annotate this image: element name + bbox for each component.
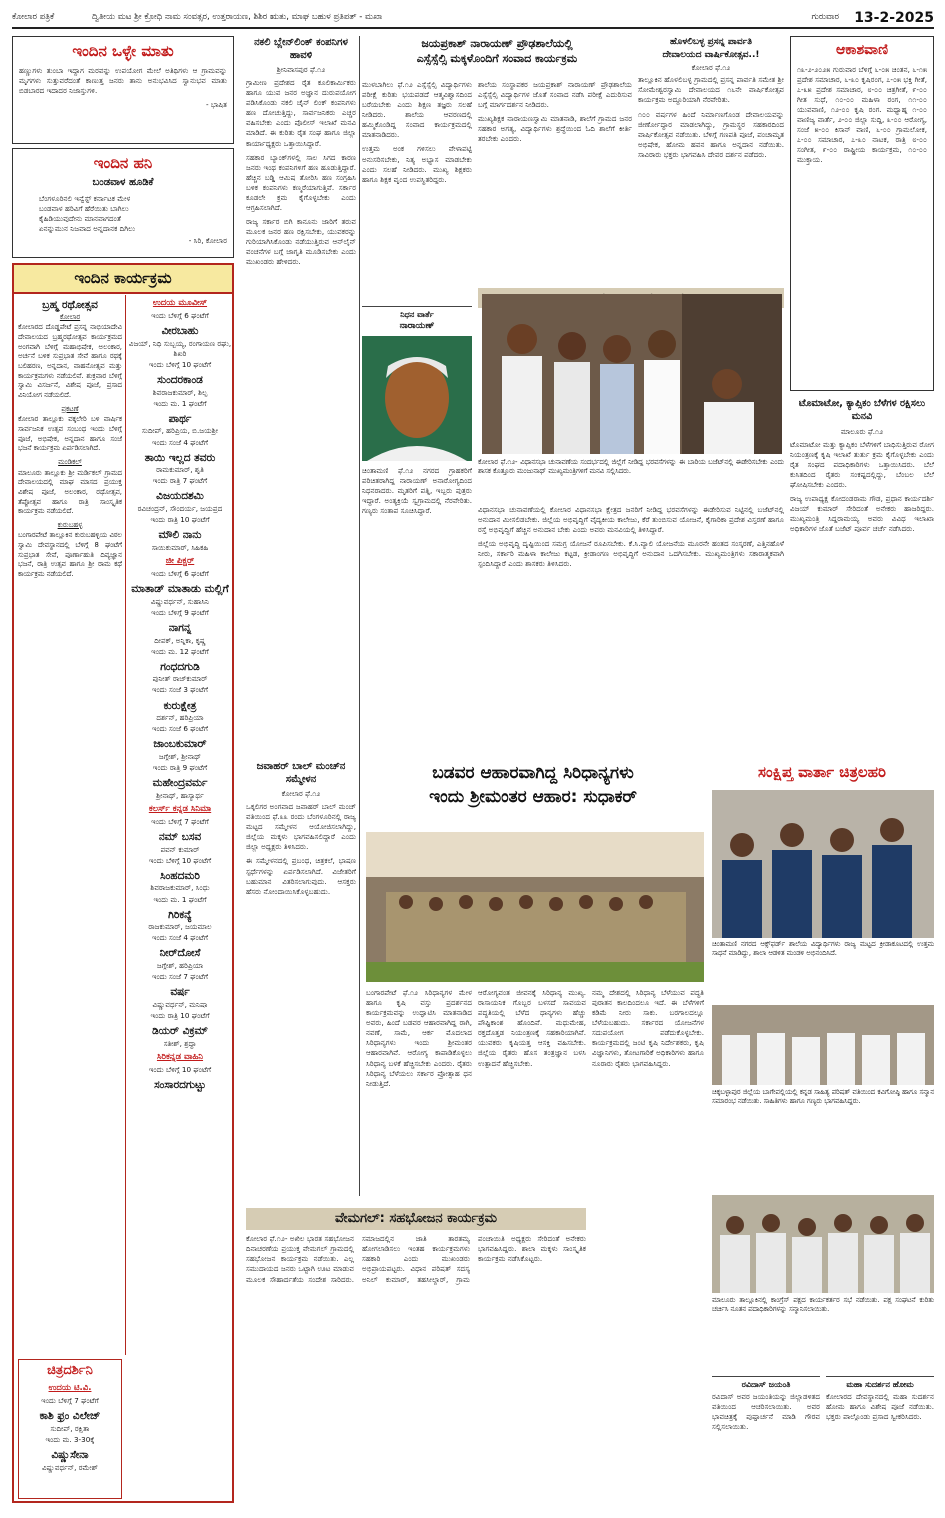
article-jp-school-col1 [362, 80, 472, 305]
poem-title: ಇಂದಿನ ಹನಿ [93, 154, 153, 172]
article-title: ಹೊಳಲಿಬಳ್ಳ ಪ್ರಸನ್ನ ಪಾರ್ವತಿ [669, 37, 753, 47]
event-body: ಕೋಲಾರದ ದೊಡ್ಡಪೇಟೆ ಪ್ರಸನ್ನ ನಾಭಿಯಾದೇವಿ ದೇವಾಲಯದ ಬ್ರಹ್ಮರಥೋತ್ಸವ ಕಾರ್ಯಕ್ರಮದ ಅಂಗವಾಗಿ ಬೆಳಿಗ್ಗೆ ಮಹಾಭಿಷೇಕ, ಅಲಂಕಾರ, ಅರ್ಚನೆ ಬಳಿಕ ಸುಪ್ರಭಾತ ಸೇವೆ ಹಾಗೂ ರಥಕ್ಕೆ ಬಲಿಹರಣ, ಅನ್ನದಾನ, ವಾಹನೋತ್ಸವ ಮತ್ತು ಕಾರ್ಯಕ್ರಮಗಳು ನಡೆಯಲಿವೆ. ಶುಕ್ರವಾರ ಬೆಳಿಗ್ಗೆ ಸ್ವಾಮಿ ವಿಸರ್ಜನೆ, ವಿಶೇಷ ಪೂಜೆ, ಪ್ರಸಾದ ವಿನಿಯೋಗ ನಡೆಯಲಿದೆ. [18, 323, 122, 399]
tv-film-cast: ರಾಜಕುಮಾರ್, ಜಯಮಾಲ [148, 922, 212, 932]
tv-film-name: ಗಂಧದಗುಡಿ [160, 660, 200, 673]
tv-film-cast: ಪವನ್ ಕುಮಾರ್ [160, 844, 200, 854]
tv-showtime: ಇಂದು ರಾತ್ರಿ 10 ಘಂಟೆಗೆ [150, 1011, 210, 1021]
tv-film-name: ವರ್ಷ [170, 986, 190, 999]
radio-schedule: ೧೩-೨-೨೦೨೫ ಗುರುವಾರ ಬೆಳಿಗ್ಗೆ ೬-೦೫ ಚಿಂತನ, ೬-೧೫ ಪ್ರದೇಶ ಸಮಾಚಾರ, ೬-೩೦ ಕೃಷಿರಂಗ, ೭-೦೫ ಭಕ್ತಿ ಗೀತೆ, ೭-೩೫ ಪ್ರದೇಶ ಸಮಾಚಾರ, ೮-೦೦ ಚಿತ್ರಗೀತೆ, ೯-೦೦ ಗೀತ ಸುಧೆ, ೧೦-೦೦ ಮಹಿಳಾ ರಂಗ, ೧೧-೦೦ ಯುವವಾಣಿ, ೧೨-೦೦ ಕೃಷಿ ರಂಗ. ಮಧ್ಯಾಹ್ನ ೧-೦೦ ವಾಣಿಜ್ಯ ವಾರ್ತೆ, ೨-೦೦ ಜಿಲ್ಲಾ ಸುದ್ದಿ, ೩-೦೦ ಆರೋಗ್ಯ, ಸಂಜೆ ೫-೦೦ ಕಿಸಾನ್ ವಾಣಿ, ೬-೦೦ ಗ್ರಾಮಲೋಕ, ೭-೦೦ ಸಮಾಚಾರ, ೭-೩೦ ನಾಟಕ, ರಾತ್ರಿ ೮-೦೦ ಸಂಗೀತ, ೯-೦೦ ರಾಷ್ಟ್ರೀಯ ಕಾರ್ಯಕ್ರಮ, ೧೦-೦೦ ಮುಕ್ತಾಯ. [797, 64, 927, 165]
article-millets-col3 [592, 988, 704, 1508]
article-vemagal [246, 1208, 586, 1504]
article-millets-col1 [366, 988, 472, 1196]
article-title: ನಕಲಿ ಬ್ಲೇನ್‌ಲಿಂಕ್ ಕಂಪನಿಗಳ ಹಾವಳಿ [254, 37, 348, 61]
tv-showtime: ಇಂದು ಬೆಳಿಗ್ಗೆ 10 ಘಂಟೆಗೆ [148, 359, 212, 369]
tv-film-name: ಸಿಂಹದಮರಿ [160, 869, 200, 882]
tv-film-cast: ವಿಷ್ಣುವರ್ಧನ್, ಸುಹಾಸಿನಿ [150, 596, 210, 606]
tv-film-cast: ಸತೀಶ್, ಶ್ರದ್ಧಾ [163, 1038, 197, 1048]
kothur-caption: ಕೋಲಾರ ಫೆ.೧೨- ವಿಧಾನಸಭಾ ಚುನಾವಣೆಯ ಸಂದರ್ಭದಲ್ಲಿ ಜಿಲ್ಲೆಗೆ ನೀಡಿದ್ದ ಭರವಸೆಗಳನ್ನು ಈ ಬಾರಿಯ ಬಜೆಟ್‌ನಲ್ಲಿ ಈಡೇರಿಸಬೇಕು ಎಂದು ಶಾಸಕ ಕೊತ್ತೂರು ಮಂಜುನಾಥ್ ಮುಖ್ಯಮಂತ್ರಿಗಳಿಗೆ ಮನವಿ ಸಲ್ಲಿಸಿದರು. [478, 458, 784, 476]
article-paragraph: ಟೊಮಾಟೋ ಮತ್ತು ಕ್ಯಾಪ್ಸಿಕಂ ಬೆಳೆಗಳಿಗೆ ಬಾಧಿಸುತ್ತಿರುವ ರೋಗ ನಿಯಂತ್ರಣಕ್ಕೆ ಕೃಷಿ ಇಲಾಖೆ ತುರ್ತು ಕ್ರಮ ಕೈಗೊಳ್ಳಬೇಕು ಎಂದು ರೈತ ಸಂಘದ ಪದಾಧಿಕಾರಿಗಳು ಒತ್ತಾಯಿಸಿದರು. ಬೆಲೆ ಕುಸಿತದಿಂದ ರೈತರು ಸಂಕಷ್ಟದಲ್ಲಿದ್ದು, ಬೆಂಬಲ ಬೆಲೆ ಘೋಷಿಸಬೇಕು ಎಂದರು. [790, 439, 934, 490]
brief-title: ಸಂಕ್ಷಿಪ್ತ ವಾರ್ತಾ ಚಿತ್ರಲಹರಿ [758, 763, 886, 781]
obituary-photo [362, 336, 472, 461]
article-paragraph: ರಾಜ್ಯ ಉಪಾಧ್ಯಕ್ಷ ಕೋದಂಡರಾಮ ಗೌಡ, ಪ್ರಧಾನ ಕಾರ್ಯದರ್ಶಿ ವಿಜಯ್ ಕುಮಾರ್ ಸೇರಿದಂತೆ ಅನೇಕರು ಹಾಜರಿದ್ದರು. ಮುಖ್ಯಮಂತ್ರಿ ಸಿದ್ದರಾಮಯ್ಯ ಅವರು ವಿವಿಧ ಇಲಾಖಾ ಅಧಿಕಾರಿಗಳ ಜೊತೆ ಬಜೆಟ್ ಪೂರ್ವ ಚರ್ಚೆ ನಡೆಸಿದರು. [790, 494, 934, 534]
cinema-time: ಇಂದು ಬೆಳಿಗ್ಗೆ 7 ಘಂಟೆಗೆ [41, 1396, 99, 1406]
article-jp-school-header [362, 36, 632, 76]
thought-body: ಹಣ್ಣುಗಳು ತುಂಬಾ ಇದ್ದಾಗ ಮರವನ್ನು ಉಪಯೋಗ ಮೇಲೆ ಅತಿಥಿಗಳು ಆ ಗ್ರಾಮವನ್ನು ಮೃಗಗಳು ಸುತ್ತುವರೆದಂತೆ ಕಾಣುತ್ತ ಜನರು ತಾನು ಅನುಭವಿಸಿದ ಸ್ವಾನುಭವ ಮಾತು ಬಿಡಬಾರದ ಇದಾದರ ನಿಜಾಸ್ತುಗಳಿ. [19, 66, 227, 96]
tv-showtime: ಇಂದು ಸಂಜೆ 3 ಘಂಟೆಗೆ [151, 685, 209, 695]
students-photo-icon [712, 790, 934, 938]
brief-photo-2 [712, 1005, 934, 1085]
article-dateline: ಮಾಲೂರು ಫೆ.೧೨ [840, 426, 884, 436]
tv-film-name: ಪಾರ್ಥ [168, 412, 192, 425]
tv-showtime: ಇಂದು ರಾತ್ರಿ 7 ಘಂಟೆಗೆ [152, 476, 208, 486]
tv-film-cast: ರವಿಚಂದ್ರನ್, ಸೌಂದರ್ಯ, ಜಯಪ್ರದ [137, 504, 223, 514]
masthead [12, 9, 934, 29]
events-box [12, 263, 234, 1503]
article-dateline: ಶ್ರೀನಿವಾಸಪುರ ಫೆ.೧೨ [276, 65, 326, 74]
tv-showtime: ಇಂದು ರಾತ್ರಿ 9 ಘಂಟೆಗೆ [152, 763, 208, 773]
people-photo-icon [482, 294, 782, 454]
event-place: ಪ್ರಕಟಣೆ [61, 404, 79, 413]
article-millets-col2 [478, 988, 586, 1196]
article-title: ವೇಮಗಲ್: ಸಹಭೋಜನ ಕಾರ್ಯಕ್ರಮ [246, 1208, 586, 1230]
tv-film-name: ಡಿಯರ್ ವಿಕ್ರಮ್ [152, 1025, 208, 1038]
tv-channel-label: ಕಲರ್ಸ್ ಕನ್ನಡ ಸಿನಿಮಾ [148, 803, 212, 814]
tv-film-cast: ಸುದೀಪ್, ಹರಿಪ್ರಿಯ, ಬಿ.ಜಯಶ್ರೀ [141, 426, 219, 436]
cinema-channel: ಉದಯ ಟಿ.ವಿ. [48, 1383, 92, 1394]
brief-item-body: ಕೋಲಾರದ ದೇವಸ್ಥಾನದಲ್ಲಿ ಮಹಾ ಸುದರ್ಶನ ಹೋಮ ಹಾಗೂ ವಿಶೇಷ ಪೂಜೆ ನಡೆಯಿತು. ಭಕ್ತರು ಪಾಲ್ಗೊಂಡು ಪ್ರಸಾದ ಸ್ವೀಕರಿಸಿದರು. [826, 1392, 934, 1422]
obituary [362, 306, 472, 756]
events-tv-column [128, 295, 232, 1500]
events-title: ಇಂದಿನ ಕಾರ್ಯಕ್ರಮ [14, 265, 232, 294]
tv-channel-label: ಜೀ ಪಿಕ್ಚರ್ [165, 556, 195, 567]
event-photo-icon [366, 832, 704, 982]
article-millets-header [362, 762, 704, 830]
paper-name: ಕೋಲಾರ ಪತ್ರಿಕೆ [12, 12, 55, 22]
tv-film-cast: ವಿಷ್ಣುವರ್ಧನ್, ಮನಿಷಾ [152, 1000, 208, 1010]
tv-film-name: ಸಂಸಾರದಗುಟ್ಟು [154, 1078, 206, 1091]
cinema-time: ಇಂದು ಮ. 3-30ಕ್ಕೆ [45, 1434, 95, 1444]
tv-film-cast: ದರ್ಶನ್, ಹರಿಪ್ರಿಯಾ [156, 713, 204, 723]
millets-photo [366, 832, 704, 982]
article-paragraph: ಜಿಲ್ಲೆಯ ಅಭಿವೃದ್ಧಿ ದೃಷ್ಟಿಯಿಂದ ಸಮಗ್ರ ಯೋಜನೆ ರೂಪಿಸಬೇಕು. ಕೆ.ಸಿ.ವ್ಯಾಲಿ ಯೋಜನೆಯ ಮೂರನೇ ಹಂತದ ಸಂಸ್ಕರಣೆ, ಎತ್ತಿನಹೊಳೆ ನೀರು, ಸರ್ಕಾರಿ ಮಹಿಳಾ ಕಾಲೇಜು ಕಟ್ಟಡ, ಕ್ರೀಡಾಂಗಣ ಅಭಿವೃದ್ಧಿಗೆ ಅನುದಾನ ಒದಗಿಸಬೇಕು. ಮುಖ್ಯಮಂತ್ರಿಗಳು ಸಕಾರಾತ್ಮಕವಾಗಿ ಸ್ಪಂದಿಸಿದ್ದಾರೆ ಎಂದು ಶಾಸಕರು ತಿಳಿಸಿದರು. [478, 539, 784, 569]
article-title: ಜವಾಹರ್ ಬಾಲ್ ಮಂಚ್‌ನ ಸಮ್ಮೇಳನ [256, 761, 346, 785]
issue-date: 13-2-2025 [854, 10, 934, 26]
events-temple-column [18, 295, 122, 1355]
article-subtitle: ಎಸ್ಸೆಸ್ಸೆಲ್ಸಿ ಮಕ್ಕಳೊಂದಿಗೆ ಸಂವಾದ ಕಾರ್ಯಕ್ರಮ [416, 52, 578, 66]
weekday: ಗುರುವಾರ [811, 12, 839, 22]
tv-film-cast: ಶಿವರಾಜಕುಮಾರ್, ಸಿಂಧು [150, 883, 210, 893]
poem-subtitle: ಬಂಡವಾಳ ಹೂಡಿಕೆ [92, 177, 154, 188]
article-kothur-body [478, 505, 784, 755]
tv-film-cast: ವಿಜಯ್, ನಿಧಿ ಸುಬ್ಬಯ್ಯ, ರಂಗಾಯಣ ರಘು, ಶಿಖರಿ [128, 338, 232, 358]
tv-film-cast: ರಾಮಕುಮಾರ್, ಶೃತಿ [156, 465, 204, 475]
tv-film-cast: ಶ್ರೀನಾಥ್, ಹಾಸ್ಯಾರ್ಥ [156, 790, 204, 800]
poem-line: ಕೈಹಿಡಿಯುವುದೇನು ಮಾನವಾಗದಂತೆ [39, 214, 121, 224]
tv-film-cast: ಶಿವರಾಜಕುಮಾರ್, ಶಿಲ್ಪ [152, 387, 208, 397]
article-paragraph: ಆರೋಗ್ಯವಂತ ಜೀವನಕ್ಕೆ ಸಿರಿಧಾನ್ಯ ಮುಖ್ಯ. ರಾಸಾಯನಿಕ ಗೊಬ್ಬರ ಬಳಸದೆ ಸಾವಯವ ಪದ್ಧತಿಯಲ್ಲಿ ಬೆಳೆದ ಧಾನ್ಯಗಳು ಹೆಚ್ಚು ಪೌಷ್ಟಿಕಾಂಶ ಹೊಂದಿವೆ. ಮಧುಮೇಹ, ರಕ್ತದೊತ್ತಡ ನಿಯಂತ್ರಣಕ್ಕೆ ಸಹಕಾರಿಯಾಗಿವೆ. ಯುವಕರು ಕೃಷಿಯತ್ತ ಆಸಕ್ತಿ ವಹಿಸಬೇಕು. ಜಿಲ್ಲೆಯ ರೈತರು ಹೊಸ ತಂತ್ರಜ್ಞಾನ ಬಳಸಿ ಉತ್ಪಾದನೆ ಹೆಚ್ಚಿಸಬೇಕು. [478, 988, 586, 1068]
brief-photo-3 [712, 1195, 934, 1293]
portrait-icon [362, 336, 472, 461]
event-place: ಕೋಲಾರ [59, 312, 81, 321]
tv-film-name: ಮೌಲಿ ನಾನು [158, 529, 202, 542]
article-paragraph: ಸಹಕಾರ ಬ್ಯಾಂಕ್‌ಗಳಲ್ಲಿ ಸಾಲ ಸಿಗದ ಕಾರಣ ಜನರು ಇಂಥ ಕಂಪನಿಗಳಿಗೆ ಹಣ ಹೂಡುತ್ತಿದ್ದಾರೆ. ಹೆಚ್ಚಿನ ಬಡ್ಡಿ ಆಮಿಷ ತೋರಿಸಿ ಹಣ ಸಂಗ್ರಹಿಸಿ ಬಳಿಕ ಕಂಪನಿಗಳು ಕಣ್ಮರೆಯಾಗುತ್ತಿವೆ. ಸರ್ಕಾರ ಕೂಡಲೇ ಕ್ರಮ ಕೈಗೊಳ್ಳಬೇಕು ಎಂದು ಆಗ್ರಹಿಸಲಾಗಿದೆ. [246, 152, 356, 213]
cinema-film: ಕಾಶಿ ಫ್ರಂ ವಿಲೇಜ್ [39, 1410, 101, 1423]
tv-showtime: ಇಂದು ಸಂಜೆ 7 ಘಂಟೆಗೆ [151, 972, 209, 982]
article-paragraph: ಉತ್ತಮ ಅಂಕ ಗಳಿಸಲು ವೇಳಾಪಟ್ಟಿ ಅನುಸರಿಸಬೇಕು, ನಿತ್ಯ ಅಭ್ಯಾಸ ಮಾಡಬೇಕು ಎಂದು ಸಲಹೆ ನೀಡಿದರು. ಮುಖ್ಯ ಶಿಕ್ಷಕರು ಹಾಗೂ ಶಿಕ್ಷಕ ವೃಂದ ಉಪಸ್ಥಿತರಿದ್ದರು. [362, 144, 472, 184]
article-paragraph: ಕೋಲಾರ ಫೆ.೧೨- ಅಖಿಲ ಭಾರತ ಸಹಭೋಜನ ದಿನಾಚರಣೆಯ ಪ್ರಯುಕ್ತ ವೇಮಗಲ್ ಗ್ರಾಮದಲ್ಲಿ ಸಹಭೋಜನ ಕಾರ್ಯಕ್ರಮ ನಡೆಯಿತು. ಎಲ್ಲ ಸಮುದಾಯದ ಜನರು ಒಟ್ಟಾಗಿ ಊಟ ಮಾಡುವ ಮೂಲಕ ಸೌಹಾರ್ದತೆಯ ಸಂದೇಶ ಸಾರಿದರು. ಸಮಾಜದಲ್ಲಿನ ಜಾತಿ ತಾರತಮ್ಯ ಹೋಗಲಾಡಿಸಲು ಇಂತಹ ಕಾರ್ಯಕ್ರಮಗಳು ಸಹಕಾರಿ ಎಂದು ಮುಖಂಡರು ಅಭಿಪ್ರಾಯಪಟ್ಟರು. ವಿಧಾನ ಪರಿಷತ್ ಸದಸ್ಯ ಅನಿಲ್ ಕುಮಾರ್, ತಹಸೀಲ್ದಾರ್, ಗ್ರಾಮ ಪಂಚಾಯಿತಿ ಅಧ್ಯಕ್ಷರು ಸೇರಿದಂತೆ ಅನೇಕರು ಭಾಗವಹಿಸಿದ್ದರು. ಶಾಲಾ ಮಕ್ಕಳು ಸಾಂಸ್ಕೃತಿಕ ಕಾರ್ಯಕ್ರಮ ನಡೆಸಿಕೊಟ್ಟರು. [246, 1234, 586, 1284]
tv-channel-label: ಉದಯ ಮೂವೀಸ್ [152, 298, 208, 308]
brief-item-body: ರವಿದಾಸ್ ಅವರ ಜಯಂತಿಯನ್ನು ಜಿಲ್ಲಾಡಳಿತದ ವತಿಯಿಂದ ಆಚರಿಸಲಾಯಿತು. ಅವರ ಭಾವಚಿತ್ರಕ್ಕೆ ಪುಷ್ಪಾರ್ಚನೆ ಮಾಡಿ ಗೌರವ ಸಲ್ಲಿಸಲಾಯಿತು. [712, 1392, 820, 1432]
cinema-box [18, 1359, 122, 1499]
article-paragraph: ಗ್ರಾಮೀಣ ಪ್ರದೇಶದ ರೈತ ಕೂಲಿಕಾರ್ಮಿಕರು ಹಾಗೂ ಯುವ ಜನರ ಅಜ್ಞಾನ ದುರುಪಯೋಗ ಪಡಿಸಿಕೊಂಡು ನಕಲಿ ಚೈನ್ ಲಿಂಕ್ ಕಂಪನಿಗಳು ಹಣ ದೋಚುತ್ತಿದ್ದು, ಸಾರ್ವಜನಿಕರು ಎಚ್ಚರ ವಹಿಸಬೇಕು ಎಂದು ಪೊಲೀಸ್ ಇಲಾಖೆ ಮನವಿ ಮಾಡಿದೆ. ಈ ಕುರಿತು ರೈತ ಸಂಘ ಹಾಗೂ ಜಿಲ್ಲಾ ಕಾರ್ಯಾಧ್ಯಕ್ಷರು ಒತ್ತಾಯಿಸಿದ್ದಾರೆ. [246, 78, 356, 148]
poem-line: ಬೆಂಗಳೂರಿನಲಿ ಇನ್ವೆಸ್ಟ್ ಕರ್ನಾಟಕ ಮೇಳ [39, 194, 131, 203]
cinema-title: ಚಿತ್ರದರ್ಶಿನಿ [47, 1363, 93, 1378]
event-body: ಬಂಗಾರಪೇಟೆ ತಾಲ್ಲೂಕಿನ ಕುರುಬಹಳ್ಳಿಯ ವಿಠಲ ಸ್ವಾಮಿ ದೇವಸ್ಥಾನದಲ್ಲಿ ಬೆಳಿಗ್ಗೆ 8 ಘಂಟೆಗೆ ಸುಪ್ರಭಾತ ಸೇವೆ, ಪೂರ್ಣಾಹುತಿ ದಿವ್ಯಜ್ಞಾನ ಭಜನೆ, ರಾತ್ರಿ ಉತ್ಸವ ಹಾಗೂ ಶ್ರೀ ರಾಮ ಕಥೆ ಕಾರ್ಯಕ್ರಮ ನಡೆಯಲಿದೆ. [18, 531, 122, 579]
tv-showtime: ಇಂದು ಸಂಜೆ 4 ಘಂಟೆಗೆ [151, 437, 209, 447]
tv-showtime: ಇಂದು ಬೆಳಿಗ್ಗೆ 10 ಘಂಟೆಗೆ [148, 1064, 212, 1074]
article-subtitle: ದೇವಾಲಯದ ವಾರ್ಷಿಕೋತ್ಸವ..! [662, 49, 760, 60]
tv-showtime: ಇಂದು ರಾತ್ರಿ 10 ಘಂಟೆಗೆ [150, 515, 210, 525]
tv-showtime: ಇಂದು ಮ. 1 ಘಂಟೆಗೆ [153, 894, 207, 904]
event-place: ಮಂಡಿಕಲ್ [58, 457, 82, 466]
poem-signature: - ಸಿರಿ, ಕೋಲಾರ [188, 236, 227, 246]
tv-film-name: ಕುರುಕ್ಷೇತ್ರ [163, 699, 197, 712]
tv-film-name: ಮಹೇಂದ್ರವರ್ಮ [152, 777, 208, 790]
brief-item-title: ರವಿದಾಸ್ ಜಯಂತಿ [741, 1380, 791, 1389]
poem-box [12, 148, 234, 258]
obituary-name: ನಾರಾಯಣ್ [399, 321, 435, 332]
tv-channel-label: ಸಿರಿಕನ್ನಡ ವಾಹಿನಿ [156, 1051, 204, 1062]
tv-film-name: ಸುಂದರಕಾಂಡ [157, 373, 203, 386]
tv-showtime: ಇಂದು ಬೆಳಿಗ್ಗೆ 6 ಘಂಟೆಗೆ [151, 310, 209, 320]
tv-film-cast: ಸಾಯಿಕುಮಾರ್, ಸಿಹಿಕಹಿ [151, 542, 209, 552]
article-paragraph: ಮುಳಬಾಗಿಲು ಫೆ.೧೨ ಎಸ್ಸೆಸ್ಸೆಲ್ಸಿ ವಿದ್ಯಾರ್ಥಿಗಳು ಪರೀಕ್ಷೆ ಕುರಿತು ಭಯಪಡದೆ ಆತ್ಮವಿಶ್ವಾಸದಿಂದ ಬರೆಯಬೇಕು ಎಂದು ಶಿಕ್ಷಣ ತಜ್ಞರು ಸಲಹೆ ನೀಡಿದರು. ಶಾಲೆಯ ಆವರಣದಲ್ಲಿ ಹಮ್ಮಿಕೊಂಡಿದ್ದ ಸಂವಾದ ಕಾರ್ಯಕ್ರಮದಲ್ಲಿ ಮಾತನಾಡಿದರು. [362, 80, 472, 140]
tv-showtime: ಇಂದು ಬೆಳಿಗ್ಗೆ 10 ಘಂಟೆಗೆ [148, 855, 212, 865]
brief-item-title: ಮಹಾ ಸುದರ್ಶನ ಹೋಮ [846, 1380, 914, 1389]
poem-line: ಏನನ್ನುಮುನ ನಿಜವಾದ ಅನ್ನದಾನಕ ದಿಗಿಲು [39, 224, 136, 234]
tv-film-name: ಜಾಂಬಕುಮಾರ್ [153, 738, 207, 751]
tv-showtime: ಇಂದು ಸಂಜೆ 4 ಘಂಟೆಗೆ [151, 933, 209, 943]
article-title: ಜಯಪ್ರಕಾಶ್ ನಾರಾಯಣ್ ಪ್ರೌಢಶಾಲೆಯಲ್ಲಿ [421, 37, 573, 50]
tv-film-name: ವಿಜಯದಶಮಿ [156, 490, 204, 503]
tv-film-cast: ಜಗ್ಗೇಶ್, ಹರಿಪ್ರಿಯಾ [156, 961, 204, 971]
tv-showtime: ಇಂದು ಮ. 12 ಘಂಟೆಗೆ [151, 646, 209, 656]
brief-photo-1 [712, 790, 934, 938]
obituary-body: ಚಿಂತಾಮಣಿ ಫೆ.೧೨ ನಗರದ ಗ್ರಾಹಕರಿಗೆ ಪರಿಚಿತರಾಗಿದ್ದ ನಾರಾಯಣ್ ಅನಾರೋಗ್ಯದಿಂದ ನಿಧನರಾದರು. ಮೃತರಿಗೆ ಪತ್ನಿ, ಇಬ್ಬರು ಪುತ್ರರು ಇದ್ದಾರೆ. ಅಂತ್ಯಕ್ರಿಯೆ ಸ್ವಗ್ರಾಮದಲ್ಲಿ ನೆರವೇರಿತು. ಗಣ್ಯರು ಸಂತಾಪ ಸೂಚಿಸಿದ್ದಾರೆ. [362, 466, 472, 516]
tv-showtime: ಇಂದು ಸಂಜೆ 6 ಘಂಟೆಗೆ [151, 724, 209, 734]
event-title: ಬ್ರಹ್ಮ ರಥೋತ್ಸವ [42, 299, 98, 311]
kothur-photo [482, 294, 782, 454]
thought-title: ಇಂದಿನ ಒಳ್ಳೇ ಮಾತು [72, 42, 174, 60]
tv-film-name: ನೀರ್‌ದೋಸೆ [159, 947, 201, 960]
tv-film-name: ವೀರಬಾಹು [161, 324, 199, 337]
article-paragraph: ನಮ್ಮ ದೇಶದಲ್ಲಿ ಸಿರಿಧಾನ್ಯ ಬೆಳೆಯುವ ಪದ್ಧತಿ ಪುರಾತನ ಕಾಲದಿಂದಲೂ ಇದೆ. ಈ ಬೆಳೆಗಳಿಗೆ ಕಡಿಮೆ ನೀರು ಸಾಕು. ಬರಗಾಲದಲ್ಲೂ ಬೆಳೆಯಬಹುದು. ಸರ್ಕಾರದ ಯೋಜನೆಗಳ ಸದುಪಯೋಗ ಪಡೆದುಕೊಳ್ಳಬೇಕು. ಕಾರ್ಯಕ್ರಮದಲ್ಲಿ ಜಂಟಿ ಕೃಷಿ ನಿರ್ದೇಶಕರು, ಕೃಷಿ ವಿಜ್ಞಾನಿಗಳು, ತೋಟಗಾರಿಕೆ ಅಧಿಕಾರಿಗಳು ಹಾಗೂ ನೂರಾರು ರೈತರು ಭಾಗವಹಿಸಿದ್ದರು. [592, 988, 704, 1068]
tv-showtime: ಇಂದು ಬೆಳಿಗ್ಗೆ 6 ಘಂಟೆಗೆ [151, 568, 209, 578]
tv-showtime: ಇಂದು ಮ. 1 ಘಂಟೆಗೆ [153, 398, 207, 408]
article-title: ಬಡವರ ಆಹಾರವಾಗಿದ್ದ ಸಿರಿಧಾನ್ಯಗಳು [432, 763, 634, 783]
article-paragraph: ಮುಖ್ಯಶಿಕ್ಷಕ ನಾರಾಯಣಸ್ವಾಮಿ ಮಾತನಾಡಿ, ಶಾಲೆಗೆ ಗ್ರಾಮದ ಜನರ ಸಹಕಾರ ಅಗತ್ಯ, ವಿದ್ಯಾರ್ಥಿಗಳು ಶ್ರದ್ಧೆಯಿಂದ ಓದಿ ಶಾಲೆಗೆ ಕೀರ್ತಿ ತರಬೇಕು ಎಂದರು. [478, 114, 632, 144]
thought-box [12, 36, 234, 144]
poem-line: ಬಂಡವಾಳ ಹರಿವಿಗೆ ಹೆರೆಯಿತು ಬಾಗಿಲು [39, 204, 129, 214]
cinema-cast: ವಿಷ್ಣುವರ್ಧನ್, ರಮೇಶ್ [42, 1462, 98, 1472]
brief-caption-1: ಚಿಂತಾಮಣಿ ನಗರದ ಆಕ್ಸ್‌ಫರ್ಡ್ ಶಾಲೆಯ ವಿದ್ಯಾರ್ಥಿಗಳು ರಾಜ್ಯ ಮಟ್ಟದ ಕ್ರೀಡಾಕೂಟದಲ್ಲಿ ಉತ್ತಮ ಸಾಧನೆ ಮಾಡಿದ್ದು, ಶಾಲಾ ಆಡಳಿತ ಮಂಡಳಿ ಅಭಿನಂದಿಸಿದೆ. [712, 940, 934, 958]
brief-header [710, 762, 934, 786]
cinema-film: ವಿಷ್ಣುಸೇನಾ [51, 1449, 89, 1461]
almanac-line: ದ್ವಿತೀಯ ಮಟ ಶ್ರೀ ಕ್ರೋಧಿ ನಾಮ ಸಂವತ್ಸರ, ಉತ್ತರಾಯಣ, ಶಿಶಿರ ಋತು, ಮಾಘ ಬಹುಳ ಪ್ರತಿಪತ್ - ಮಖಾ [92, 12, 383, 22]
tv-film-cast: ದೀಪಕ್, ಅನ್ನಿಕಾ, ಕೃಷ್ಣ [154, 635, 206, 645]
group-photo-icon [712, 1005, 934, 1085]
brief-ravidas [712, 1376, 820, 1506]
event-body: ಮಾಲೂರು ತಾಲ್ಲೂಕು ಶ್ರೀ ಮರ್ಡಿಕಲ್ ಗ್ರಾಮದ ದೇವಾಲಯದಲ್ಲಿ ಮಾಘ ಮಾಸದ ಪ್ರಯುಕ್ತ ವಿಶೇಷ ಪೂಜೆ, ಅಲಂಕಾರ, ರಥೋತ್ಸವ, ತೆಪ್ಪೋತ್ಸವ ಹಾಗೂ ರಾತ್ರಿ ಸಾಂಸ್ಕೃತಿಕ ಕಾರ್ಯಕ್ರಮ ನಡೆಯಲಿದೆ. [18, 468, 122, 516]
article-subtitle: ಇಂದು ಶ್ರೀಮಂತರ ಆಹಾರ: ಸುಧಾಕರ್ [429, 786, 637, 807]
event-body: ಕೋಲಾರ ತಾಲ್ಲೂಕು ವಕ್ಕಲೇರಿ ಬಳಿ ವಾರ್ಷಿಕ ಸಾರ್ವಜನಿಕ ಉತ್ಸವ ಸಂಬಂಧ ಇಂದು ಬೆಳಿಗ್ಗೆ ಪೂಜೆ, ಅಭಿಷೇಕ, ಅನ್ನದಾನ ಹಾಗೂ ಸಂಜೆ ಭಜನೆ ಕಾರ್ಯಕ್ರಮ ಏರ್ಪಡಿಸಲಾಗಿದೆ. [18, 415, 122, 453]
article-chain-link [246, 36, 356, 756]
radio-box [790, 36, 934, 391]
article-paragraph: ತಾಲ್ಲೂಕಿನ ಹೊಳಲಿಬಳ್ಳ ಗ್ರಾಮದಲ್ಲಿ ಪ್ರಸನ್ನ ಪಾರ್ವತಿ ಸಮೇತ ಶ್ರೀ ಸೋಮೇಶ್ವರಸ್ವಾಮಿ ದೇವಾಲಯದ ೧೬ನೇ ವಾರ್ಷಿಕೋತ್ಸವ ಕಾರ್ಯಕ್ರಮ ಅದ್ದೂರಿಯಾಗಿ ನೆರವೇರಿತು. [638, 75, 784, 105]
thought-signature: - ಭಾಷಿತ [205, 100, 227, 110]
article-dateline: ಕೋಲಾರ ಫೆ.೧೨ [691, 63, 731, 73]
article-balmanch [246, 760, 356, 1204]
obituary-label: ನಿಧನ ವಾರ್ತೆ [362, 306, 472, 320]
article-temple [638, 36, 784, 286]
article-paragraph: ಒಕ್ಕಲಿಗರ ಅಂಗವಾದ ಜವಾಹರ್ ಬಾಲ್ ಮಂಚ್ ವತಿಯಿಂದ ಫೆ.೩೩ ರಂದು ಬೆಂಗಳೂರಿನಲ್ಲಿ ರಾಜ್ಯ ಮಟ್ಟದ ಸಮ್ಮೇಳನ ಆಯೋಜಿಸಲಾಗಿದ್ದು, ಜಿಲ್ಲೆಯ ಮಕ್ಕಳು ಭಾಗವಹಿಸಲಿದ್ದಾರೆ ಎಂದು ಜಿಲ್ಲಾ ಅಧ್ಯಕ್ಷರು ತಿಳಿಸಿದರು. [246, 802, 356, 852]
article-dateline: ಕೋಲಾರ ಫೆ.೧೨ [281, 789, 321, 798]
cinema-cast: ಸುದೀಪ್, ರಕ್ಷಿತಾ [50, 1423, 90, 1433]
article-jp-school-col2 [478, 80, 632, 270]
article-paragraph: ೧೦೦ ವರ್ಷಗಳ ಹಿಂದೆ ನಿರ್ಮಾಣಗೊಂಡ ದೇವಾಲಯವನ್ನು ಜೀರ್ಣೋದ್ಧಾರ ಮಾಡಲಾಗಿದ್ದು, ಗ್ರಾಮಸ್ಥರ ಸಹಕಾರದಿಂದ ವಾರ್ಷಿಕೋತ್ಸವ ನಡೆಯಿತು. ಬೆಳಿಗ್ಗೆ ಗಣಪತಿ ಪೂಜೆ, ಪಂಚಾಮೃತ ಅಭಿಷೇಕ, ಹೋಮ ಹವನ ಹಾಗೂ ಅನ್ನದಾನ ನಡೆಯಿತು. ಸಾವಿರಾರು ಭಕ್ತರು ಭಾಗವಹಿಸಿ ದೇವರ ದರ್ಶನ ಪಡೆದರು. [638, 109, 784, 159]
tv-film-name: ಗಿರಿಕನ್ಯೆ [168, 908, 192, 921]
tv-film-cast: ಪುನೀತ್ ರಾಜ್‌ಕುಮಾರ್ [152, 674, 208, 684]
tv-film-name: ಮಾತಾಡ್ ಮಾತಾಡು ಮಲ್ಲಿಗೆ [131, 583, 229, 595]
article-paragraph: ಶಾಲೆಯ ಸಂಸ್ಥಾಪಕರ ಜಯಪ್ರಕಾಶ್ ನಾರಾಯಣ್ ಪ್ರೌಢಶಾಲೆಯ ಎಸ್ಸೆಸ್ಸೆಲ್ಸಿ ವಿದ್ಯಾರ್ಥಿಗಳ ಜೊತೆ ಸಂವಾದ ನಡೆಸಿ ಪರೀಕ್ಷೆ ಎದುರಿಸುವ ಬಗ್ಗೆ ಮಾರ್ಗದರ್ಶನ ನೀಡಿದರು. [478, 80, 632, 110]
brief-homa [826, 1376, 934, 1506]
tv-film-name: ತಾಯಿ ಇಲ್ಲದ ತವರು [144, 451, 216, 464]
tv-showtime: ಇಂದು ಬೆಳಿಗ್ಗೆ 7 ಘಂಟೆಗೆ [151, 816, 209, 826]
brief-caption-2: ಚಿಕ್ಕಬಳ್ಳಾಪುರ ಜಿಲ್ಲೆಯ ಬಾಗೇಪಲ್ಲಿಯಲ್ಲಿ ಕನ್ನಡ ಸಾಹಿತ್ಯ ಪರಿಷತ್ ವತಿಯಿಂದ ಕವಿಗೋಷ್ಠಿ ಹಾಗೂ ಸನ್ಮಾನ ಸಮಾರಂಭ ನಡೆಯಿತು. ಸಾಹಿತಿಗಳು ಹಾಗೂ ಗಣ್ಯರು ಭಾಗವಹಿಸಿದ್ದರು. [712, 1088, 934, 1106]
article-paragraph: ವಿಧಾನಸಭಾ ಚುನಾವಣೆಯಲ್ಲಿ ಕೋಲಾರ ವಿಧಾನಸಭಾ ಕ್ಷೇತ್ರದ ಜನರಿಗೆ ನೀಡಿದ್ದ ಭರವಸೆಗಳನ್ನು ಈಡೇರಿಸುವ ನಿಟ್ಟಿನಲ್ಲಿ ಬಜೆಟ್‌ನಲ್ಲಿ ಅನುದಾನ ಮೀಸಲಿಡಬೇಕು. ಜಿಲ್ಲೆಯ ಅಭಿವೃದ್ಧಿಗೆ ವೈದ್ಯಕೀಯ ಕಾಲೇಜು, ಕೆರೆ ತುಂಬಿಸುವ ಯೋಜನೆ, ಕೈಗಾರಿಕಾ ಪ್ರದೇಶ ವಿಸ್ತರಣೆ ಹಾಗೂ ರಸ್ತೆ ಅಭಿವೃದ್ಧಿಗೆ ಹೆಚ್ಚಿನ ಅನುದಾನ ಬೇಕು ಎಂದು ಅವರು ಮನವಿಯಲ್ಲಿ ತಿಳಿಸಿದ್ದಾರೆ. [478, 505, 784, 535]
event-place: ಕುರುಬಹಳ್ಳ [57, 520, 83, 529]
article-title: ಟೊಮಾಟೋ, ಕ್ಯಾಪ್ಸಿಕಂ ಬೆಳೆಗಳ ರಕ್ಷಿಸಲು ಮನವಿ [798, 398, 926, 422]
tv-film-name: ನಮ್ ಬಸವ [158, 830, 202, 843]
radio-title: ಆಕಾಶವಾಣಿ [836, 42, 888, 58]
article-paragraph: ಈ ಸಮ್ಮೇಳನದಲ್ಲಿ ಪ್ರಬಂಧ, ಚಿತ್ರಕಲೆ, ಭಾಷಣ ಸ್ಪರ್ಧೆಗಳನ್ನು ಏರ್ಪಡಿಸಲಾಗಿದೆ. ವಿಜೇತರಿಗೆ ಬಹುಮಾನ ವಿತರಿಸಲಾಗುವುದು. ಆಸಕ್ತರು ಹೆಸರು ನೋಂದಾಯಿಸಿಕೊಳ್ಳಬಹುದು. [246, 856, 356, 896]
article-paragraph: ಬಂಗಾರಪೇಟೆ ಫೆ.೧೨ ಸಿರಿಧಾನ್ಯಗಳ ಮೇಳ ಹಾಗೂ ಕೃಷಿ ವಸ್ತು ಪ್ರದರ್ಶನದ ಕಾರ್ಯಕ್ರಮವನ್ನು ಉದ್ಘಾಟಿಸಿ ಮಾತನಾಡಿದ ಅವರು, ಹಿಂದೆ ಬಡವರ ಆಹಾರವಾಗಿದ್ದ ರಾಗಿ, ನವಣೆ, ಸಾಮೆ, ಆರ್ಕ ಮೊದಲಾದ ಸಿರಿಧಾನ್ಯಗಳು ಇಂದು ಶ್ರೀಮಂತರ ಆಹಾರವಾಗಿವೆ. ಆರೋಗ್ಯ ಕಾಪಾಡಿಕೊಳ್ಳಲು ಸಿರಿಧಾನ್ಯ ಬಳಕೆ ಹೆಚ್ಚಿಸಬೇಕು ಎಂದರು. ರೈತರು ಸಿರಿಧಾನ್ಯ ಬೆಳೆಯಲು ಸರ್ಕಾರ ಪ್ರೋತ್ಸಾಹ ಧನ ನೀಡುತ್ತಿದೆ. [366, 988, 472, 1088]
article-tomato [790, 398, 934, 758]
tv-film-cast: ಜಗ್ಗೇಶ್, ಶ್ರೀನಾಥ್ [158, 752, 202, 762]
brief-caption-3: ಮಾಲೂರು ತಾಲ್ಲೂಕಿನಲ್ಲಿ ಕಾಂಗ್ರೆಸ್ ಪಕ್ಷದ ಕಾರ್ಯಕರ್ತರ ಸಭೆ ನಡೆಯಿತು. ಪಕ್ಷ ಸಂಘಟನೆ ಕುರಿತು ಚರ್ಚಿಸಿ ನೂತನ ಪದಾಧಿಕಾರಿಗಳನ್ನು ಸನ್ಮಾನಿಸಲಾಯಿತು. [712, 1296, 934, 1314]
meeting-photo-icon [712, 1195, 934, 1293]
article-paragraph: ರಾಜ್ಯ ಸರ್ಕಾರ ಬಿಗಿ ಕಾನೂನು ಜಾರಿಗೆ ತರುವ ಮೂಲಕ ಜನರ ಹಣ ರಕ್ಷಿಸಬೇಕು, ಯುವಕರನ್ನು ಗುರಿಯಾಗಿಸಿಕೊಂಡು ನಡೆಯುತ್ತಿರುವ ಆನ್‌ಲೈನ್ ವಂಚನೆಗಳ ಬಗ್ಗೆ ಜಾಗೃತಿ ಮೂಡಿಸಬೇಕು ಎಂದು ಮುಖಂಡರು ಹೇಳಿದರು. [246, 217, 356, 267]
tv-showtime: ಇಂದು ಬೆಳಿಗ್ಗೆ 9 ಘಂಟೆಗೆ [151, 607, 209, 617]
tv-film-name: ನಾಗನ್ನ [168, 621, 192, 634]
